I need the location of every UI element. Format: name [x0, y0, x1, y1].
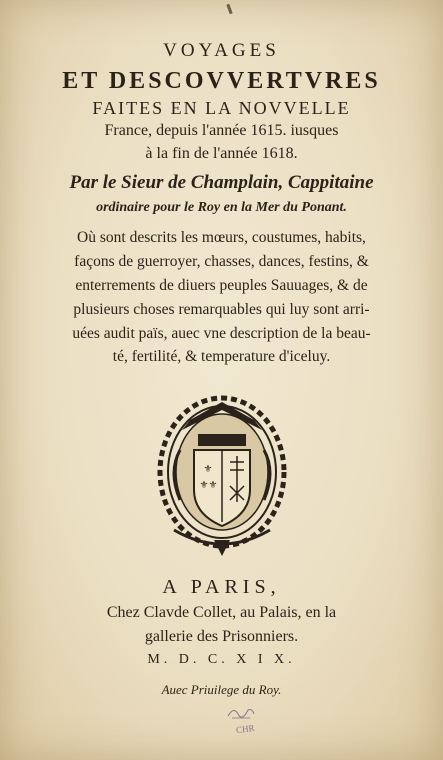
library-stamp-text: CHR	[235, 722, 256, 736]
description-line: façons de guerroyer, chasses, dances, festins, &	[74, 253, 369, 270]
svg-text:⚜: ⚜	[199, 480, 209, 491]
ink-mark	[226, 4, 232, 14]
description-line: plusieurs choses remarquables qui luy sont arri-	[73, 301, 370, 318]
description-line: té, fertilité, & temperature d'iceluy.	[112, 348, 331, 365]
title-line-5: à la fin de l'année 1618.	[145, 145, 298, 162]
imprint-printer-line-2: gallerie des Prisonniers.	[144, 628, 299, 645]
imprint-year: M. D. C. X I X.	[147, 652, 296, 667]
svg-text:⚜: ⚜	[208, 480, 218, 491]
description-line: enterrements de diuers peuples Sauuages, & de	[75, 277, 368, 294]
imprint-printer-line-1: Chez Clavde Collet, au Palais, en la	[106, 604, 337, 621]
author-line-1: Par le Sieur de Champlain, Cappitaine	[69, 172, 374, 193]
imprint-city: A PARIS,	[162, 576, 281, 598]
royal-arms-emblem	[154, 390, 290, 560]
title-line-2: ET DESCOVVERTVRES	[62, 68, 381, 94]
library-stamp-scribble	[226, 704, 256, 720]
svg-text:⚜: ⚜	[203, 464, 213, 475]
description-line: uées audit païs, auec vne description de la beau-	[72, 325, 371, 342]
description-line: Où sont descrits les mœurs, coustumes, habits,	[77, 229, 366, 246]
author-line-2: ordinaire pour le Roy en la Mer du Ponant.	[96, 200, 347, 215]
imprint-privilege: Auec Priuilege du Roy.	[161, 682, 282, 697]
title-line-4: France, depuis l'année 1615. iusques	[104, 122, 339, 139]
title-line-3: FAITES EN LA NOVVELLE	[92, 98, 351, 118]
title-line-1: VOYAGES	[163, 40, 280, 61]
